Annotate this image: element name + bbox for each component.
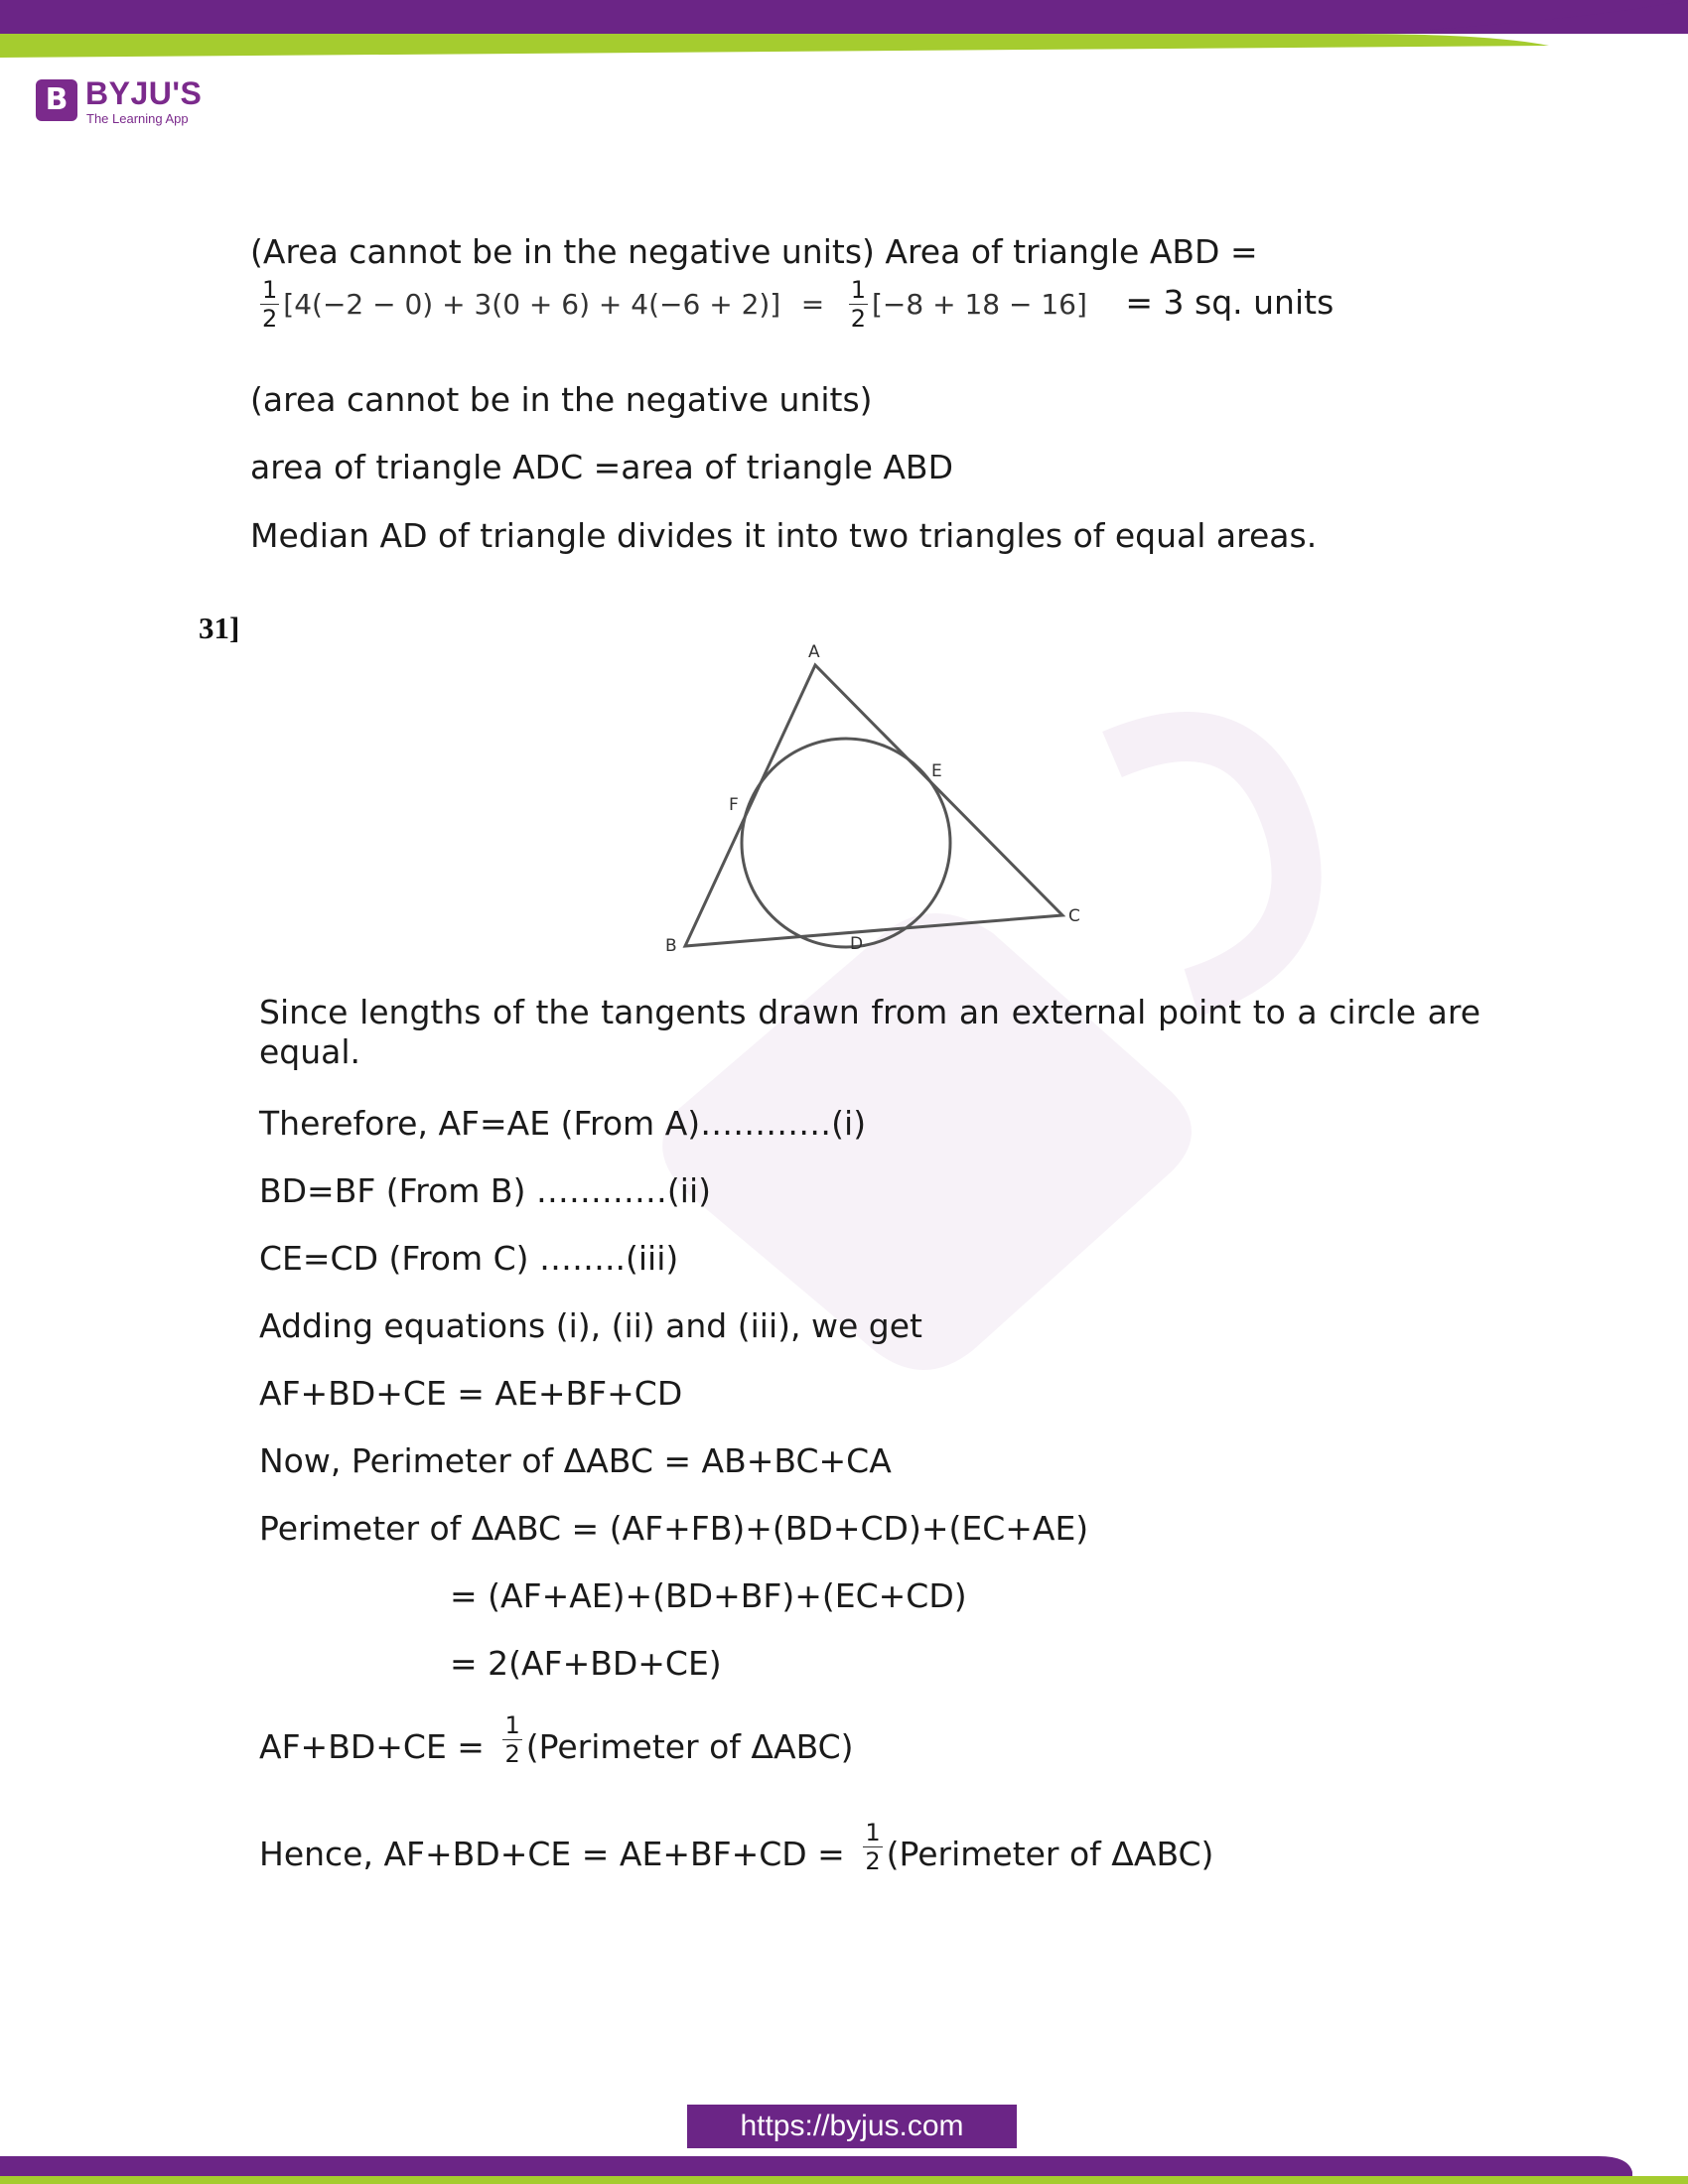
area-note-line: (Area cannot be in the negative units) Area of triangle ABD = bbox=[250, 232, 1258, 271]
perimeter-step-1: Perimeter of ΔABC = (AF+FB)+(BD+CD)+(EC+AE) bbox=[259, 1509, 1089, 1548]
fraction-half bbox=[863, 1821, 882, 1873]
fraction-denominator: 2 bbox=[504, 1740, 520, 1768]
top-banner bbox=[0, 0, 1688, 60]
incircle-triangle-figure bbox=[655, 635, 1112, 963]
sum-equation: AF+BD+CE = AE+BF+CD bbox=[259, 1374, 683, 1413]
equal-area-statement: area of triangle ADC =area of triangle ABD bbox=[250, 448, 953, 486]
equation-ii: BD=BF (From B) …………(ii) bbox=[259, 1171, 712, 1210]
area-result: = 3 sq. units bbox=[1125, 283, 1335, 322]
question-number: 31] bbox=[199, 611, 240, 645]
conclusion-rhs: (Perimeter of ΔABC) bbox=[886, 1835, 1214, 1873]
bottom-banner bbox=[0, 2152, 1688, 2184]
incircle bbox=[742, 739, 950, 947]
perimeter-definition: Now, Perimeter of ΔABC = AB+BC+CA bbox=[259, 1441, 892, 1480]
point-label-e: E bbox=[931, 761, 942, 781]
point-label-d: D bbox=[850, 934, 864, 954]
fraction-numerator: 1 bbox=[504, 1711, 520, 1739]
fraction-denominator: 2 bbox=[850, 305, 866, 333]
perimeter-step-3: = 2(AF+BD+CE) bbox=[450, 1644, 722, 1683]
simplified-expression: [−8 + 18 − 16] bbox=[871, 288, 1087, 321]
conclusion-lhs: Hence, AF+BD+CE = AE+BF+CD = bbox=[259, 1835, 845, 1873]
triangle-abc bbox=[685, 665, 1062, 946]
fraction-numerator: 1 bbox=[262, 276, 278, 304]
fraction-numerator: 1 bbox=[865, 1819, 881, 1846]
half-perimeter-lhs: AF+BD+CE = bbox=[259, 1727, 485, 1766]
tangent-property-statement: Since lengths of the tangents drawn from an external point to a circle are equal. bbox=[259, 993, 1480, 1071]
logo-tagline: The Learning App bbox=[86, 111, 189, 126]
conclusion-line bbox=[259, 1821, 1213, 1874]
half-perimeter-line bbox=[259, 1713, 854, 1767]
fraction-numerator: 1 bbox=[850, 276, 866, 304]
vertex-label-a: A bbox=[808, 642, 820, 662]
fraction-half bbox=[849, 278, 868, 331]
equals-sign: = bbox=[800, 288, 825, 321]
fraction-denominator: 2 bbox=[865, 1847, 881, 1875]
vertex-label-b: B bbox=[665, 936, 677, 956]
equation-i: Therefore, AF=AE (From A)…………(i) bbox=[259, 1104, 867, 1143]
equation-iii: CE=CD (From C) ……..(iii) bbox=[259, 1239, 679, 1278]
negative-units-note: (area cannot be in the negative units) bbox=[250, 380, 873, 419]
perimeter-step-2: = (AF+AE)+(BD+BF)+(EC+CD) bbox=[450, 1576, 967, 1615]
vertex-label-c: C bbox=[1068, 906, 1080, 926]
area-calculation bbox=[256, 278, 1334, 331]
website-link[interactable]: https://byjus.com bbox=[687, 2105, 1017, 2148]
logo-mark: B bbox=[36, 79, 77, 121]
logo-name: BYJU'S bbox=[85, 75, 203, 111]
determinant-expression: [4(−2 − 0) + 3(0 + 6) + 4(−6 + 2)] bbox=[283, 288, 781, 321]
adding-equations-line: Adding equations (i), (ii) and (iii), we get bbox=[259, 1306, 922, 1345]
fraction-denominator: 2 bbox=[262, 305, 278, 333]
fraction-half bbox=[502, 1713, 521, 1766]
fraction-half bbox=[260, 278, 279, 331]
point-label-f: F bbox=[729, 795, 739, 815]
half-perimeter-rhs: (Perimeter of ΔABC) bbox=[525, 1727, 854, 1766]
median-conclusion: Median AD of triangle divides it into two triangles of equal areas. bbox=[250, 516, 1318, 555]
